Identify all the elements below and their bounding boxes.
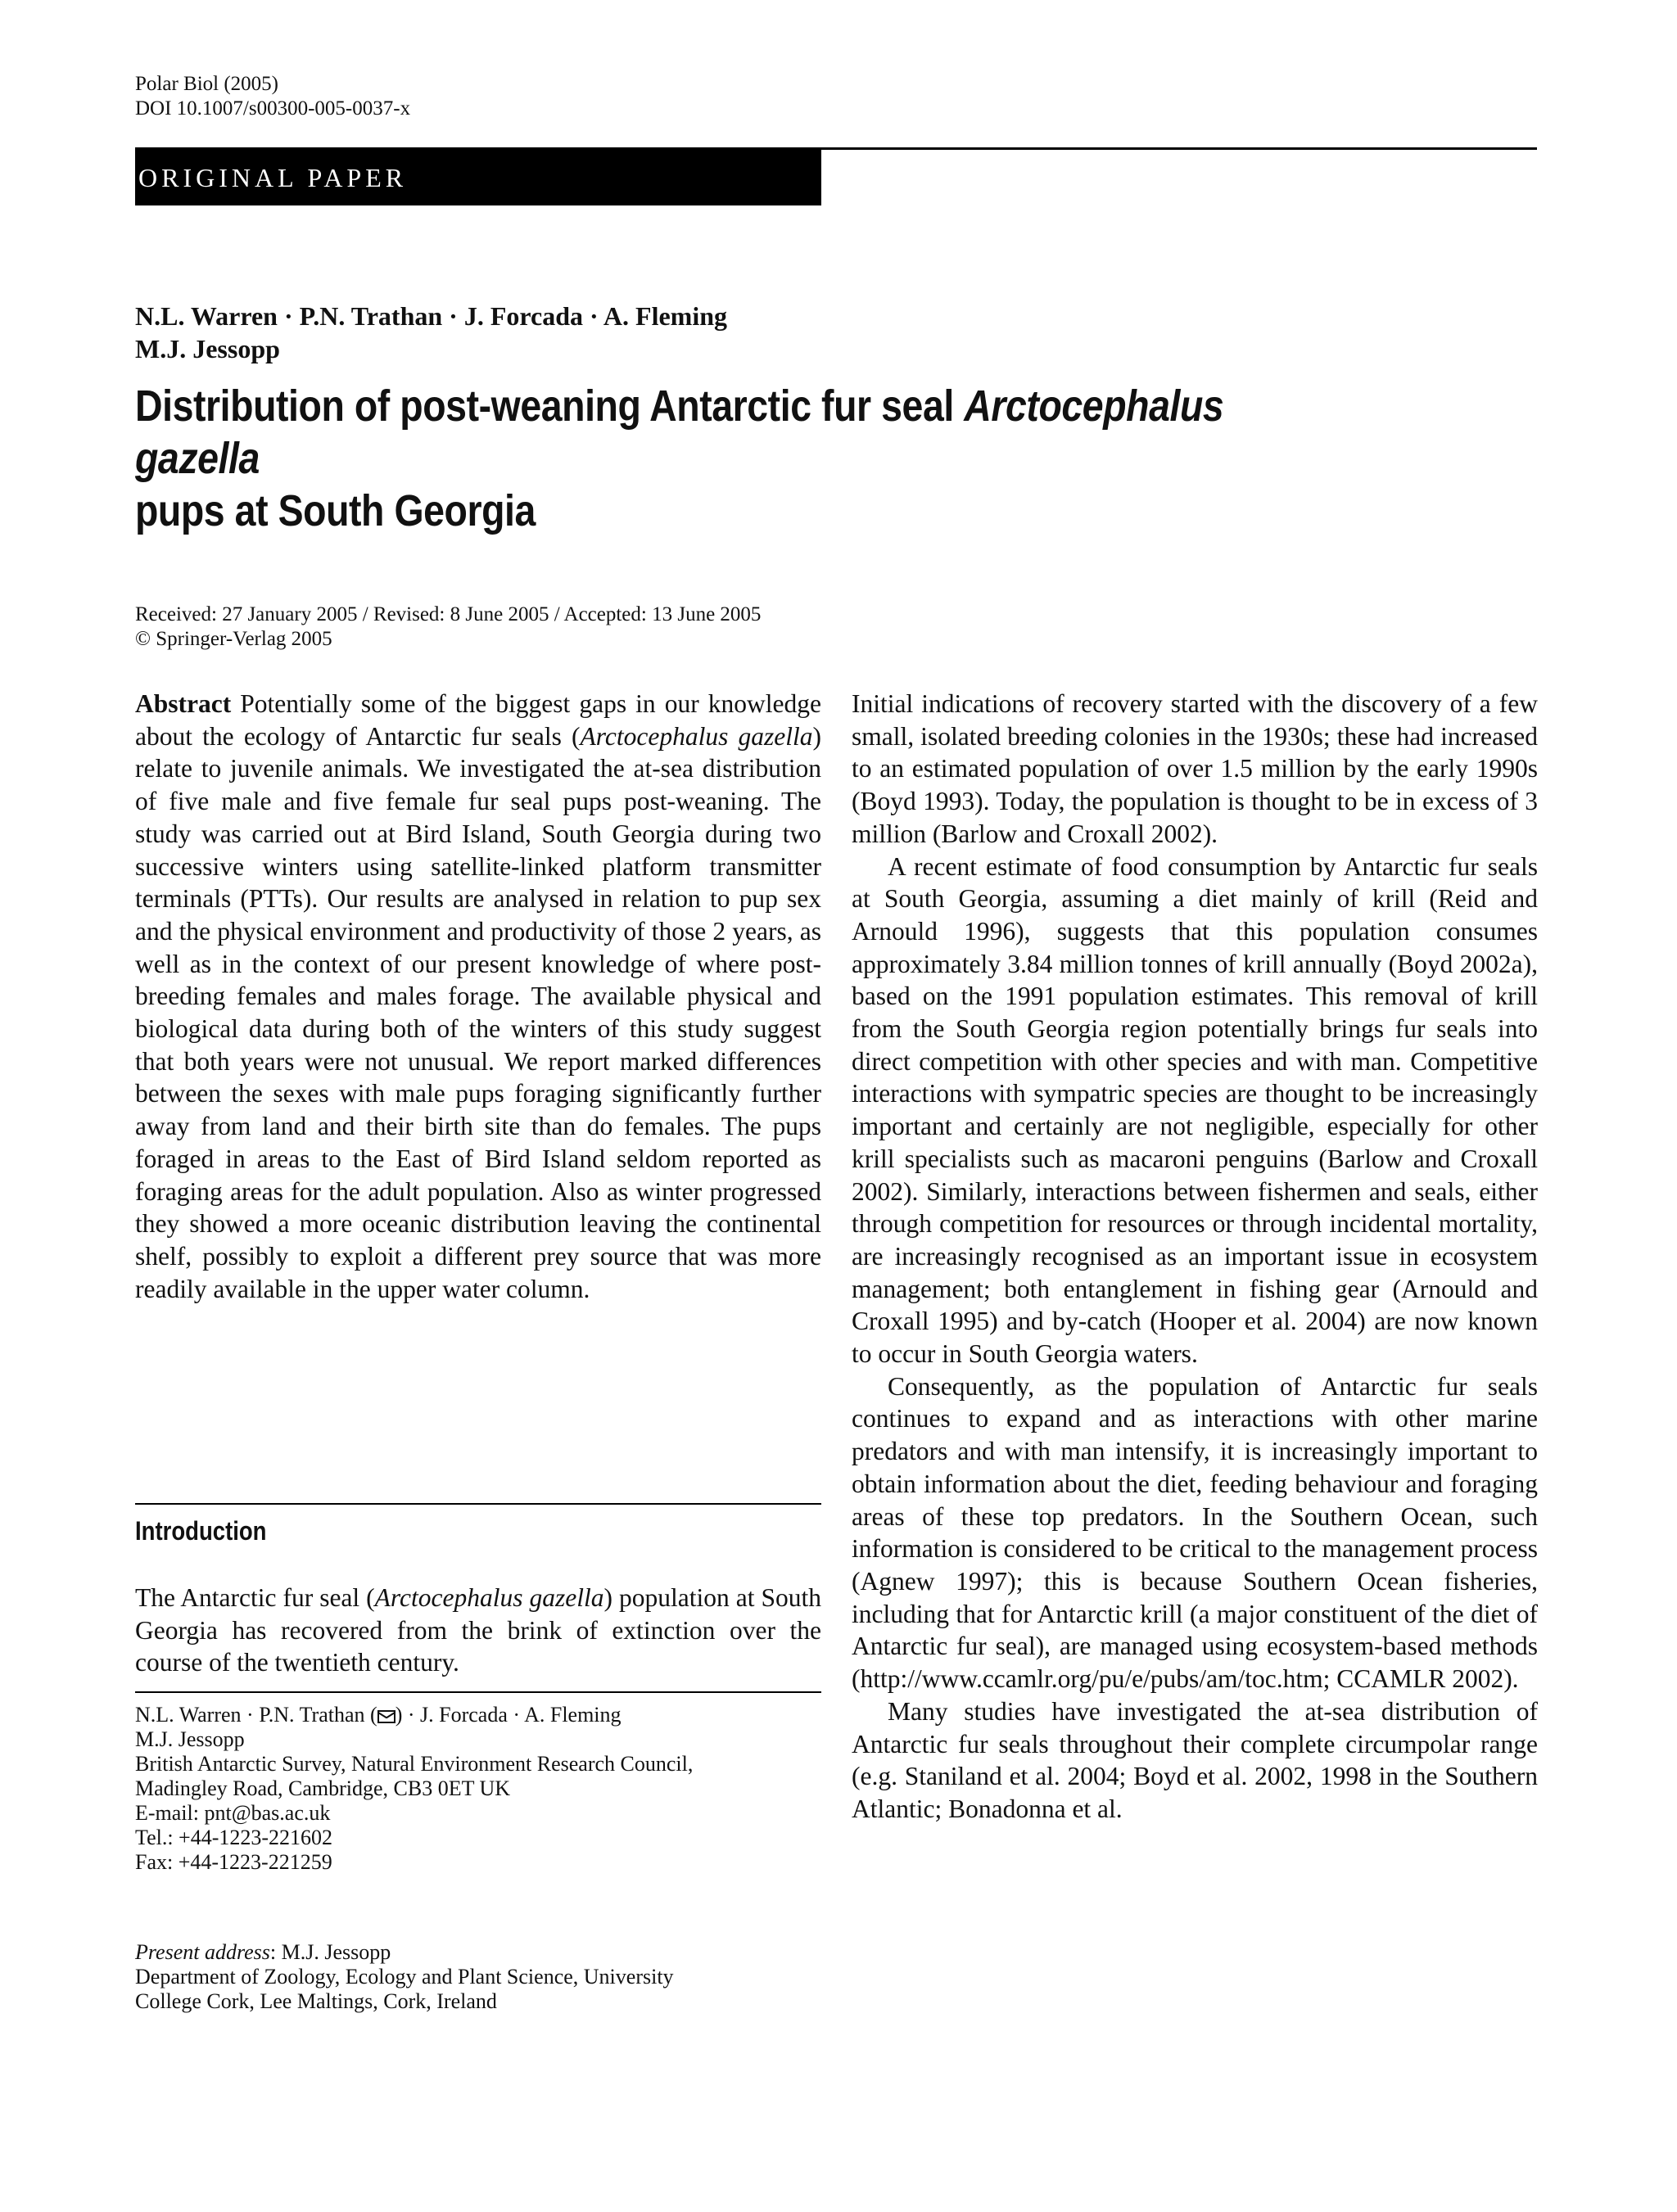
footnote-authors-line2: M.J. Jessopp: [135, 1727, 245, 1751]
intro-species: Arctocephalus gazella: [374, 1583, 604, 1612]
journal-citation: Polar Biol (2005): [135, 73, 278, 95]
article-title: [135, 380, 1346, 537]
abstract-species: Arctocephalus gazella: [580, 721, 813, 751]
abstract-text-a: Potentially some of the biggest gaps in our knowledge about the ecology of Antarctic fur seals (: [135, 689, 821, 751]
paragraph-3: Consequently, as the population of Antarctic fur seals continues to expand and as interactions with other marine predators and with man intensify, it is increasingly important to obtain information about the diet, feeding behaviour and foraging areas of these top predators. In the Southern Ocean, such information is considered to be critical to the management process (Agnew 1997); this is because Southern Ocean fisheries, including that for Antarctic krill (a major constituent of the diet of Antarctic fur seal), are managed using ecosystem-based methods (http://www.ccamlr.org/pu/e/pubs/am/toc.htm; CCAMLR 2002).: [852, 1371, 1538, 1694]
intro-text-a: The Antarctic fur seal (: [135, 1583, 375, 1612]
footnote-authors: [135, 1703, 821, 1727]
footnote-authors-a: N.L. Warren · P.N. Trathan (: [135, 1703, 377, 1727]
publication-dates: [135, 603, 761, 652]
abstract-label: Abstract: [135, 689, 232, 718]
footnote-authors-b: ) · J. Forcada · A. Fleming: [395, 1703, 622, 1727]
author-affiliation: [135, 1703, 821, 1875]
present-address-header: [135, 1940, 821, 1965]
fax: Fax: +44-1223-221259: [135, 1850, 332, 1874]
present-address-label: Present address: [135, 1940, 270, 1964]
article-type-label: ORIGINAL PAPER: [138, 163, 408, 192]
affiliation-line-1: British Antarctic Survey, Natural Environment Research Council,: [135, 1752, 694, 1776]
section-rule: [135, 1503, 821, 1505]
introduction-paragraph: [135, 1582, 821, 1679]
present-address-name: : M.J. Jessopp: [269, 1940, 391, 1964]
affiliation-line-2: Madingley Road, Cambridge, CB3 0ET UK: [135, 1776, 511, 1800]
paragraph-1: Initial indications of recovery started with the discovery of a few small, isolated breeding colonies in the 1930s; these had increased to an estimated population of over 1.5 million by the early 1990s (Boyd 1993). Today, the population is thought to be in excess of 3 million (Barlow and Croxall 2002).: [852, 689, 1538, 848]
right-column: [852, 688, 1538, 1826]
present-address: [135, 1940, 821, 2014]
author-line-1: N.L. Warren · P.N. Trathan · J. Forcada · A. Fleming: [135, 301, 728, 331]
author-list: [135, 300, 727, 365]
paragraph-2: A recent estimate of food consumption by Antarctic fur seals at South Georgia, assuming a diet mainly of krill (Reid and Arnould 1996), suggests that this population consumes approximately 3.84 million tonnes of krill annually (Boyd 2002a), based on the 1991 population estimates. This removal of krill from the South Georgia region potentially brings fur seals into direct competition with other species and with man. Competitive interactions with sympatric species are thought to be increasingly important and certainly are not negligible, especially for other krill specialists such as macaroni penguins (Barlow and Croxall 2002). Similarly, interactions between fishermen and seals, either through competition for resources or through incidental mortality, are increasingly recognised as an important issue in ecosystem management; both entanglement in fishing gear (Arnould and Croxall 1995) and by-catch (Hooper et al. 2004) are now known to occur in South Georgia waters.: [852, 851, 1538, 1369]
author-line-2: M.J. Jessopp: [135, 334, 280, 363]
copyright: © Springer-Verlag 2005: [135, 628, 332, 650]
intro-text-b: ) population at South Georgia has recovered from the brink of extinction over the course of the twentieth century.: [135, 1583, 821, 1677]
abstract-text-b: ) relate to juvenile animals. We investigated the at-sea distribution of five male and five female fur seal pups post-weaning. The study was carried out at Bird Island, South Georgia during two successive winters using satellite-linked platform transmitter terminals (PTTs). Our results are analysed in relation to pup sex and the physical environment and productivity of those 2 years, as well as in the context of our present knowledge of where post-breeding females and males forage. The available physical and biological data during both of the winters of this study suggest that both years were not unusual. We report marked differences between the sexes with male pups foraging significantly further away from land and their birth site than do females. The pups foraged in areas to the East of Bird Island seldom reported as foraging areas for the adult population. Also as winter progressed they showed a more oceanic distribution leaving the continental shelf, possibly to exploit a different prey source that was more readily available in the upper water column.: [135, 721, 822, 1303]
present-address-line-1: Department of Zoology, Ecology and Plant Science, University: [135, 1965, 674, 1989]
article-type-banner: [135, 150, 821, 205]
email: E-mail: pnt@bas.ac.uk: [135, 1801, 331, 1825]
journal-header: [135, 72, 410, 121]
present-address-line-2: College Cork, Lee Maltings, Cork, Ireland: [135, 1989, 497, 2013]
footnote-rule: [135, 1691, 821, 1693]
title-text: Distribution of post-weaning Antarctic fur seal: [135, 381, 965, 431]
received-dates: Received: 27 January 2005 / Revised: 8 June 2005 / Accepted: 13 June 2005: [135, 603, 762, 625]
abstract: [135, 688, 821, 1305]
title-line-2: pups at South Georgia: [135, 486, 536, 535]
envelope-icon: [377, 1710, 396, 1723]
telephone: Tel.: +44-1223-221602: [135, 1826, 333, 1849]
introduction-heading: Introduction: [135, 1516, 267, 1546]
title-line-1: [135, 380, 1346, 485]
title-species: Arctocephalus gazella: [135, 381, 1224, 483]
paragraph-4: Many studies have investigated the at-sea distribution of Antarctic fur seals throughout their complete circumpolar range (e.g. Staniland et al. 2004; Boyd et al. 2002, 1998 in the Southern Atlantic; Bonadonna et al.: [852, 1696, 1538, 1823]
doi: DOI 10.1007/s00300-005-0037-x: [135, 97, 411, 120]
